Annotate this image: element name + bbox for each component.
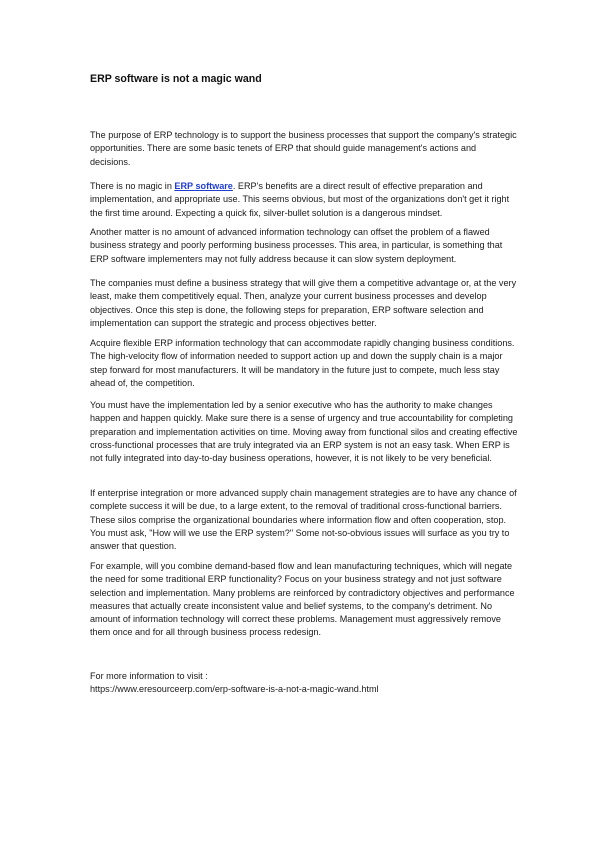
paragraph-strategy: Another matter is no amount of advanced information technology can offset the problem of a flawed business strategy and poorly performing business processes. This area, in particular, is something that ERP software implementers may not fully address because it can slow system deployment. bbox=[90, 227, 503, 264]
page-title: ERP software is not a magic wand bbox=[90, 73, 262, 85]
erp-software-link[interactable]: ERP software bbox=[174, 181, 233, 191]
paragraph-integration: If enterprise integration or more advanced supply chain management strategies are to have any chance of complete success it will be due, to a large extent, to the removal of traditional cross-functional barriers. These silos comprise the organizational boundaries where information flow and often cooperation, stop. You must ask, "How will we use the ERP system?" Some not-so-obvious issues will surface as you try to answer that question. bbox=[90, 488, 517, 551]
more-info-label: For more information to visit : bbox=[90, 671, 208, 681]
paragraph-flexible: Acquire flexible ERP information technology that can accommodate rapidly changing business conditions. The high-velocity flow of information needed to support action up and down the supply chain is a major step forward for most manufacturers. It will be mandatory in the future just to compete, much less stay ahead of, the competition. bbox=[90, 338, 515, 388]
paragraph-leadership: You must have the implementation led by a senior executive who has the authority to make changes happen and happen quickly. Make sure there is a sense of urgency and true accountability for completing preparation and implementation activities on time. Moving away from functional silos and creating effective cross-functional processes that are truly integrated via an ERP system is not an easy task. When ERP is not fully integrated into day-to-day business operations, however, it is not likely to be very beneficial. bbox=[90, 400, 518, 463]
paragraph-competitive: The companies must define a business strategy that will give them a competitive advantage or, at the very least, make them competitively equal. Then, analyze your current business processes and develop objectives. Once this step is done, the following steps for preparation, ERP software selection and implementation can support the strategic and process objectives better. bbox=[90, 278, 517, 328]
paragraph-purpose: The purpose of ERP technology is to support the business processes that support the company's strategic opportunities. There are some basic tenets of ERP that should guide management's actions and decisions. bbox=[90, 130, 517, 167]
paragraph-no-magic-intro: There is no magic in bbox=[90, 181, 175, 191]
paragraph-example: For example, will you combine demand-based flow and lean manufacturing techniques, which will negate the need for some traditional ERP functionality? Focus on your business strategy and not just software selection and implementation. Many problems are reinforced by contradictory objectives and performance measures that actually create inconsistent value and belief systems, to the company's detriment. No amount of information technology will correct these problems. Management must aggressively remove them once and for all through business process redesign. bbox=[90, 561, 515, 638]
paragraph-no-magic bbox=[90, 180, 518, 220]
more-info-url[interactable]: https://www.eresourceerp.com/erp-software-is-a-not-a-magic-wand.html bbox=[90, 684, 379, 695]
more-info bbox=[90, 670, 379, 697]
paragraph-no-magic-rest: . ERP's benefits are a direct result of effective preparation and implementation, and appropriate use. This seems obvious, but most of the organizations don't get it right the first time around. Expecting a quick fix, silver-bullet solution is a dangerous mindset. bbox=[90, 181, 510, 218]
